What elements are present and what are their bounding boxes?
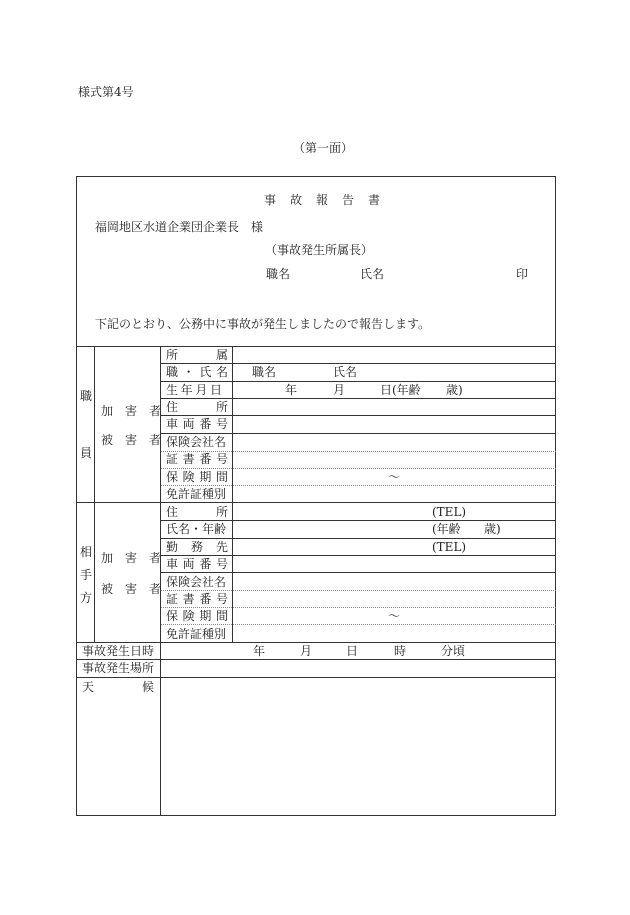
label-license-type: 免許証種別 xyxy=(166,487,227,501)
label-other-workplace: 勤 務 先 xyxy=(166,540,228,554)
addressee: 福岡地区水道企業団企業長 様 xyxy=(95,220,264,234)
other-group-char-2: 手 xyxy=(80,568,93,582)
staff-group-char-2: 員 xyxy=(80,446,93,460)
label-weather: 天 候 xyxy=(82,680,154,694)
seal-label: 印 xyxy=(516,267,529,281)
staff-age-unit: 歳) xyxy=(446,383,463,397)
staff-group-char-1: 職 xyxy=(80,389,93,403)
other-role-victim: 被 害 者 xyxy=(101,582,162,596)
staff-name-label: 氏名 xyxy=(333,365,358,379)
name-label: 氏名 xyxy=(360,267,385,281)
label-other-name-age: 氏名・年齢 xyxy=(166,522,227,536)
label-affiliation: 所 属 xyxy=(166,348,228,362)
other-age-open: (年齢 xyxy=(432,522,461,536)
other-group-char-3: 方 xyxy=(80,591,93,605)
staff-period-tilde: ～ xyxy=(388,470,401,484)
staff-role-victim: 被 害 者 xyxy=(101,433,162,447)
label-position-name: 職 ・ 氏 名 xyxy=(166,365,228,379)
label-accident-datetime: 事故発生日時 xyxy=(82,644,155,658)
label-certificate-number: 証 書 番 号 xyxy=(166,452,228,466)
staff-birth-year: 年 xyxy=(285,383,298,397)
form-title: 事 故 報 告 書 xyxy=(264,193,382,207)
other-age-close: 歳) xyxy=(484,522,501,536)
staff-birth-day-age: 日(年齢 xyxy=(380,383,421,397)
accident-month: 月 xyxy=(300,644,313,658)
reporter-label: （事故発生所属長） xyxy=(265,243,374,257)
accident-day: 日 xyxy=(346,644,359,658)
other-period-tilde: ～ xyxy=(388,609,401,623)
label-birthdate: 生 年 月 日 xyxy=(166,383,222,397)
accident-hour: 時 xyxy=(394,644,407,658)
staff-position-label: 職名 xyxy=(252,365,277,379)
label-other-license-type: 免許証種別 xyxy=(166,627,227,641)
label-insurance-period: 保 険 期 間 xyxy=(166,470,228,484)
label-other-certificate-number: 証 書 番 号 xyxy=(166,592,228,606)
label-vehicle-number: 車 両 番 号 xyxy=(166,417,228,431)
statement-text: 下記のとおり、公務中に事故が発生しましたので報告します。 xyxy=(95,317,431,331)
other-tel-2: (TEL) xyxy=(432,540,467,554)
accident-minute: 分頃 xyxy=(441,644,466,658)
label-other-insurance-period: 保 険 期 間 xyxy=(166,609,228,623)
other-group-char-1: 相 xyxy=(80,545,93,559)
label-other-address: 住 所 xyxy=(166,505,228,519)
label-other-insurer: 保険会社名 xyxy=(166,575,227,589)
label-other-vehicle-number: 車 両 番 号 xyxy=(166,557,228,571)
label-address: 住 所 xyxy=(166,400,228,414)
form-number: 様式第4号 xyxy=(78,85,134,99)
report-form xyxy=(76,176,556,816)
other-role-offender: 加 害 者 xyxy=(101,551,162,565)
staff-birth-month: 月 xyxy=(333,383,346,397)
label-accident-place: 事故発生場所 xyxy=(82,661,155,675)
accident-year: 年 xyxy=(253,644,266,658)
other-tel-1: (TEL) xyxy=(432,505,467,519)
face-label: （第一面） xyxy=(293,141,354,155)
staff-role-offender: 加 害 者 xyxy=(101,404,162,418)
position-label: 職名 xyxy=(266,267,291,281)
label-insurer: 保険会社名 xyxy=(166,435,227,449)
